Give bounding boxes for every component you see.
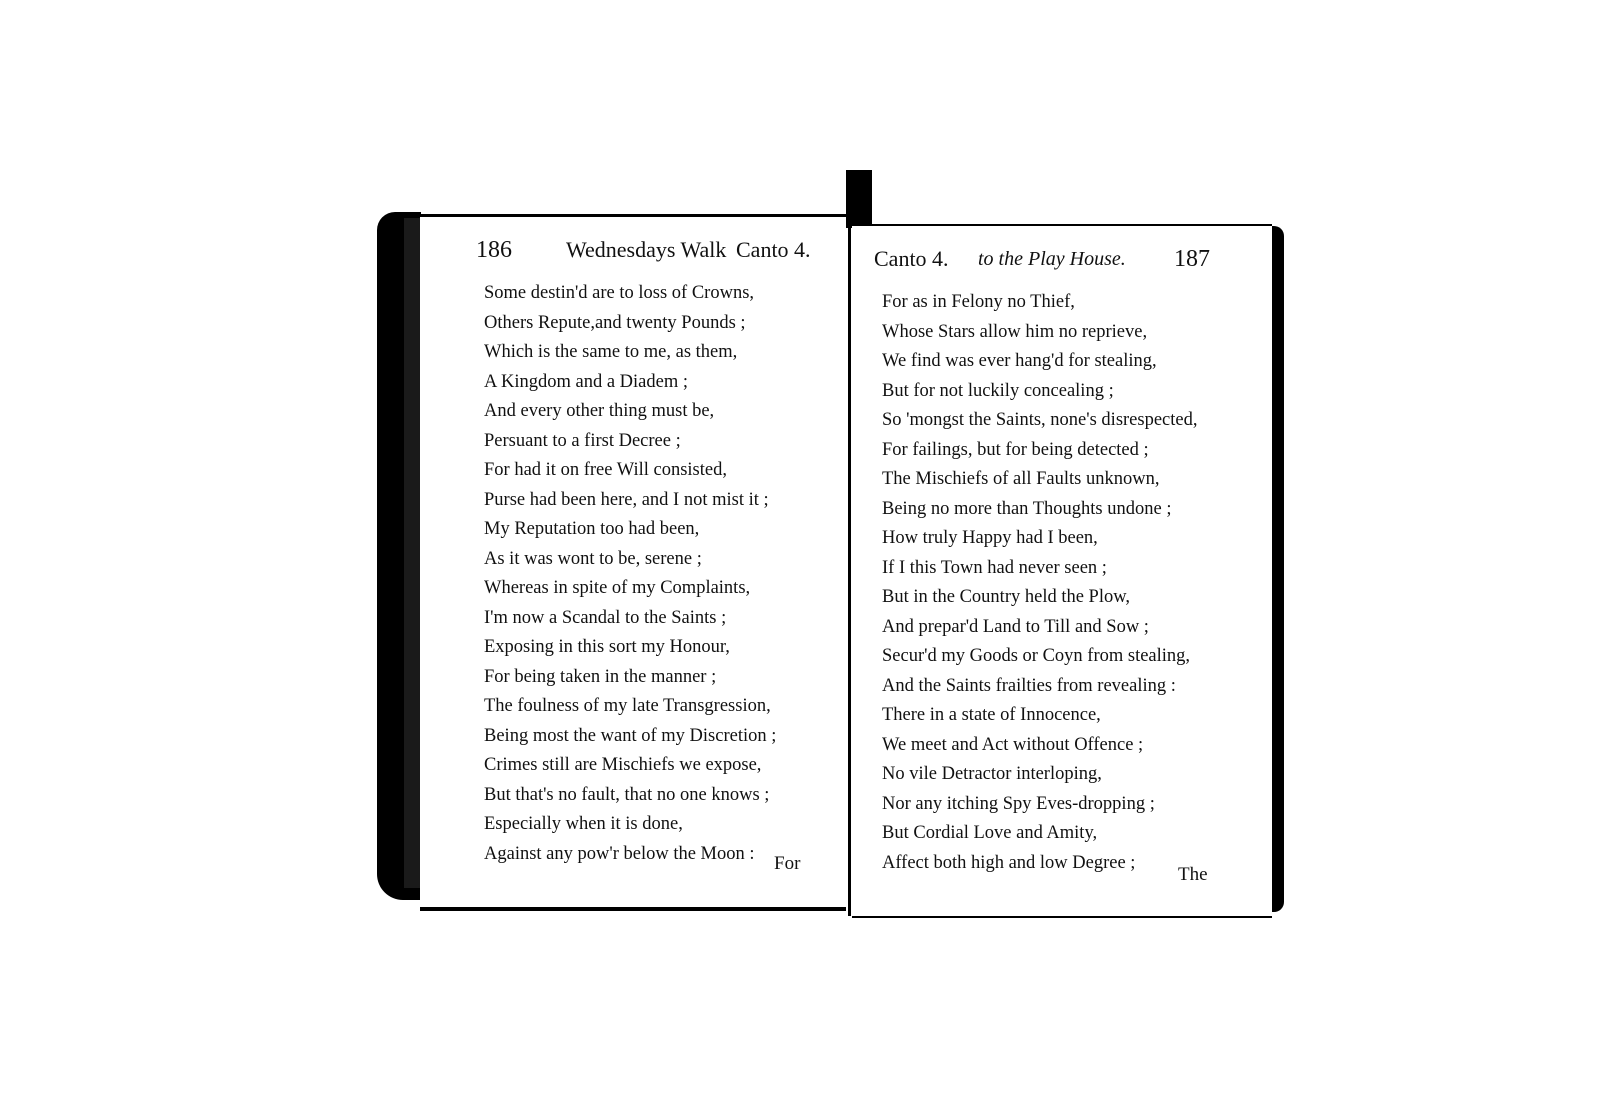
verse-line: And prepar'd Land to Till and Sow ; bbox=[882, 616, 1149, 637]
verse-line: Which is the same to me, as them, bbox=[484, 342, 738, 362]
verse-line: For failings, but for being detected ; bbox=[882, 439, 1149, 460]
canto-label: Canto 4. bbox=[874, 246, 949, 271]
verse-line: Crimes still are Mischiefs we expose, bbox=[484, 755, 762, 775]
verse-line: My Reputation too had been, bbox=[484, 519, 700, 539]
verse-line: Being most the want of my Discretion ; bbox=[484, 725, 777, 746]
verse-line: Purse had been here, and I not mist it ; bbox=[484, 489, 769, 510]
verse-line: Secur'd my Goods or Coyn from stealing, bbox=[882, 646, 1191, 666]
verse-line: But in the Country held the Plow, bbox=[882, 587, 1131, 607]
verse-line: Some destin'd are to loss of Crowns, bbox=[484, 283, 755, 303]
left-page-header bbox=[420, 237, 846, 271]
verse-line: Against any pow'r below the Moon : bbox=[484, 843, 755, 864]
verse-line: If I this Town had never seen ; bbox=[882, 557, 1107, 578]
verse-line: No vile Detractor interloping, bbox=[882, 764, 1102, 784]
page-number: 186 bbox=[476, 237, 512, 263]
verse-line: We find was ever hang'd for stealing, bbox=[882, 351, 1157, 371]
verse-lines-right bbox=[882, 288, 1302, 878]
verse-line: Exposing in this sort my Honour, bbox=[484, 637, 730, 657]
catchword: For bbox=[774, 853, 801, 874]
spine-tab bbox=[846, 170, 872, 228]
verse-line: But that's no fault, that no one knows ; bbox=[484, 784, 770, 805]
verse-line: For being taken in the manner ; bbox=[484, 666, 717, 687]
verse-line: But Cordial Love and Amity, bbox=[882, 823, 1098, 843]
verse-line: For had it on free Will consisted, bbox=[484, 460, 727, 480]
verse-line: Whose Stars allow him no reprieve, bbox=[882, 321, 1148, 342]
right-page bbox=[852, 224, 1272, 918]
verse-line: For as in Felony no Thief, bbox=[882, 292, 1075, 312]
verse-line: How truly Happy had I been, bbox=[882, 528, 1098, 548]
verse-line: Especially when it is done, bbox=[484, 814, 683, 834]
running-title: to the Play House. bbox=[978, 248, 1126, 270]
verse-line: So 'mongst the Saints, none's disrespected, bbox=[882, 410, 1198, 430]
right-page-header bbox=[852, 246, 1272, 280]
verse-line: And every other thing must be, bbox=[484, 401, 715, 421]
running-title: Wednesdays Walk bbox=[566, 237, 727, 262]
verse-line: I'm now a Scandal to the Saints ; bbox=[484, 607, 727, 628]
verse-line: As it was wont to be, serene ; bbox=[484, 548, 702, 569]
verse-line: We meet and Act without Offence ; bbox=[882, 734, 1144, 755]
left-page bbox=[420, 214, 846, 911]
verse-line: And the Saints frailties from revealing : bbox=[882, 675, 1176, 696]
verse-line: Persuant to a first Decree ; bbox=[484, 430, 681, 451]
verse-line: The foulness of my late Transgression, bbox=[484, 696, 771, 716]
verse-line: Being no more than Thoughts undone ; bbox=[882, 498, 1172, 519]
verse-line: Nor any itching Spy Eves-dropping ; bbox=[882, 793, 1155, 814]
catchword: The bbox=[1178, 864, 1208, 885]
verse-line: Others Repute,and twenty Pounds ; bbox=[484, 312, 746, 333]
verse-line: A Kingdom and a Diadem ; bbox=[484, 371, 688, 392]
verse-lines-left bbox=[484, 279, 910, 869]
page-number: 187 bbox=[1174, 246, 1210, 272]
verse-line: The Mischiefs of all Faults unknown, bbox=[882, 469, 1160, 489]
verse-line: Affect both high and low Degree ; bbox=[882, 852, 1136, 873]
canto-label: Canto 4. bbox=[736, 237, 811, 262]
verse-line: But for not luckily concealing ; bbox=[882, 380, 1114, 401]
verse-line: There in a state of Innocence, bbox=[882, 705, 1101, 725]
verse-line: Whereas in spite of my Complaints, bbox=[484, 578, 751, 598]
